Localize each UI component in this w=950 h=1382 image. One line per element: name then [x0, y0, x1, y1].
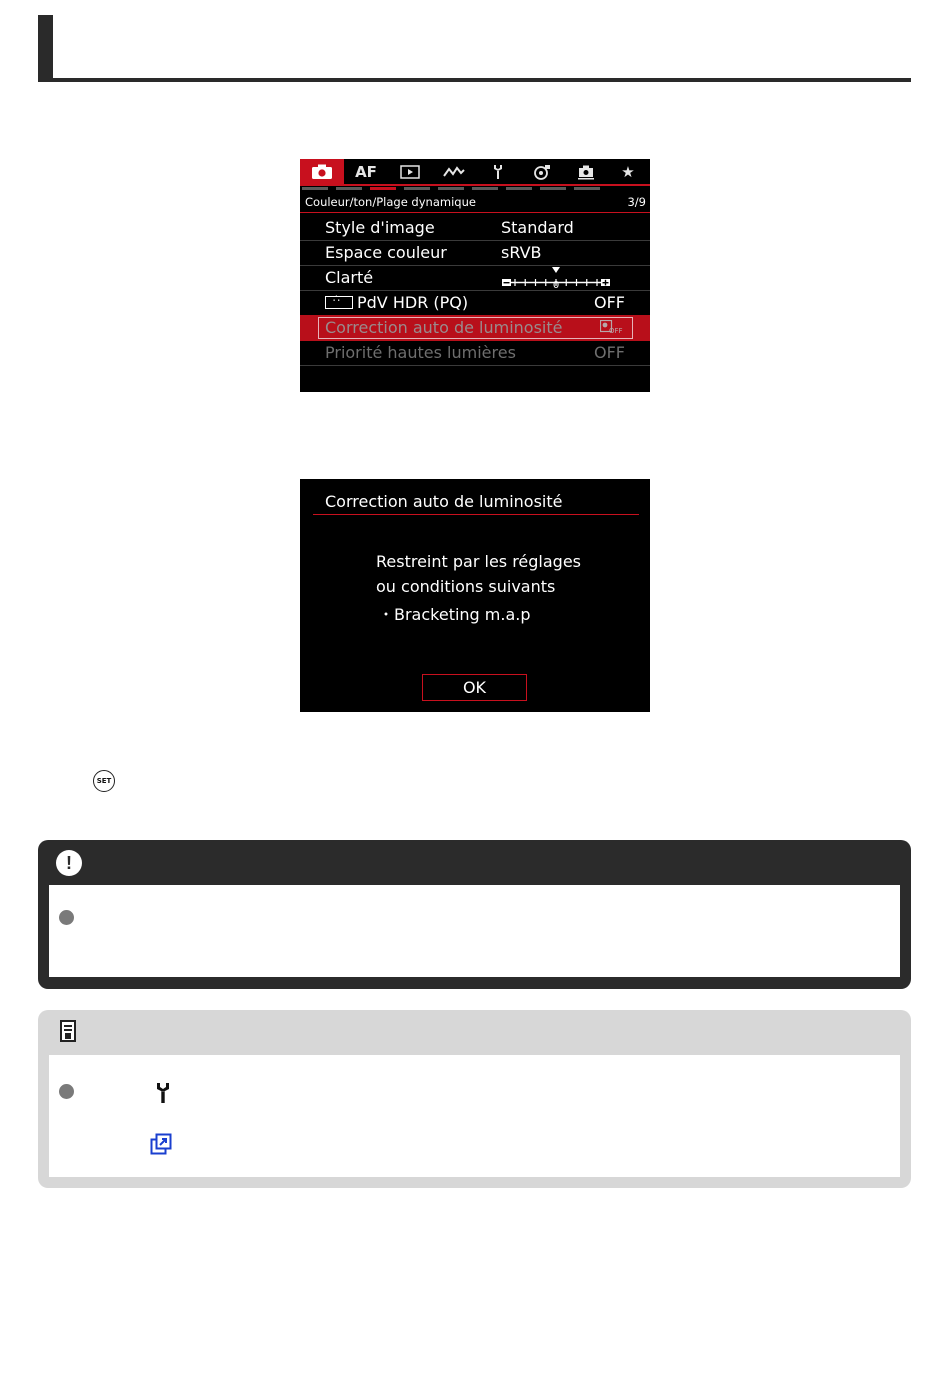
- tab-my-camera[interactable]: [564, 159, 608, 185]
- clarity-value-label: 0: [552, 280, 560, 289]
- clarity-pointer: [552, 267, 560, 273]
- caution-body: [49, 885, 900, 977]
- ok-button[interactable]: OK: [422, 674, 527, 701]
- menu-tab-bar: [300, 159, 650, 185]
- menu-row-clarity[interactable]: [300, 265, 650, 291]
- tab-setup[interactable]: [476, 159, 520, 185]
- dialog-title: Correction auto de luminosité: [325, 492, 563, 511]
- dialog-title-underline: [313, 514, 639, 515]
- menu-row-hdr-pq[interactable]: [300, 290, 650, 316]
- camera-menu-screen: [300, 159, 650, 392]
- page-indicator-4: [404, 187, 430, 190]
- tab-playback[interactable]: [388, 159, 432, 185]
- page-indicator-8: [540, 187, 566, 190]
- page-indicator-5: [438, 187, 464, 190]
- dialog-text-line: Restreint par les réglages: [376, 552, 582, 571]
- playback-icon: [400, 165, 420, 179]
- menu-row-label: PdV HDR (PQ): [357, 293, 469, 312]
- bullet-dot: [59, 910, 74, 925]
- menu-row-color-space[interactable]: [300, 240, 650, 266]
- menu-row-value: OFF: [594, 343, 625, 362]
- caution-box: [38, 840, 911, 989]
- menu-row-picture-style[interactable]: [300, 215, 650, 241]
- page-indicator-9: [574, 187, 600, 190]
- my-camera-icon: [577, 164, 595, 180]
- tab-camera[interactable]: [300, 159, 344, 185]
- wireless-icon: [442, 165, 466, 179]
- alo-off-label: OFF: [609, 327, 623, 335]
- set-icon: SET: [93, 770, 115, 792]
- menu-row-auto-lighting-optimizer[interactable]: [300, 315, 650, 341]
- tab-af[interactable]: AF: [355, 163, 377, 181]
- menu-row-label: Correction auto de luminosité: [325, 318, 563, 337]
- menu-row-label: Clarté: [325, 268, 374, 287]
- title-underline: [300, 212, 650, 213]
- section-header-block: [38, 15, 53, 81]
- menu-row-value: Standard: [501, 218, 574, 237]
- bullet-dot: [59, 1084, 74, 1099]
- link-icon[interactable]: [150, 1133, 172, 1155]
- menu-row-highlight-tone-priority[interactable]: [300, 340, 650, 366]
- section-header-rule: [38, 78, 911, 82]
- caution-icon: !: [56, 850, 82, 876]
- menu-page-title: Couleur/ton/Plage dynamique: [305, 195, 476, 209]
- dialog-text-line: ou conditions suivants: [376, 577, 556, 596]
- menu-page-number: 3/9: [627, 195, 646, 209]
- alo-off-icon: [600, 320, 623, 340]
- page-indicator-1: [302, 187, 328, 190]
- hdr-pq-icon: [325, 296, 353, 309]
- tab-my-menu[interactable]: ★: [621, 163, 635, 181]
- camera-icon: [311, 164, 333, 180]
- tab-wireless[interactable]: [432, 159, 476, 185]
- tab-custom-functions[interactable]: [520, 159, 564, 185]
- custom-functions-icon: [533, 164, 551, 180]
- wrench-icon: [491, 164, 505, 180]
- clarity-scale: [501, 267, 613, 289]
- menu-row-value: sRVB: [501, 243, 542, 262]
- menu-row-label-wrap: [325, 293, 468, 312]
- menu-row-label: Style d'image: [325, 218, 435, 237]
- page-indicator-3: [370, 187, 396, 190]
- page-indicator-6: [472, 187, 498, 190]
- note-icon: [60, 1020, 76, 1042]
- menu-row-label: Espace couleur: [325, 243, 447, 262]
- menu-row-label: Priorité hautes lumières: [325, 343, 516, 362]
- page-indicator-2: [336, 187, 362, 190]
- restriction-dialog-screen: [300, 479, 650, 712]
- tab-separator: [300, 184, 650, 186]
- dialog-text-line: ・Bracketing m.a.p: [378, 605, 531, 624]
- wrench-icon: [154, 1082, 174, 1104]
- page-indicator-7: [506, 187, 532, 190]
- menu-row-value: OFF: [594, 293, 625, 312]
- note-body: [49, 1055, 900, 1177]
